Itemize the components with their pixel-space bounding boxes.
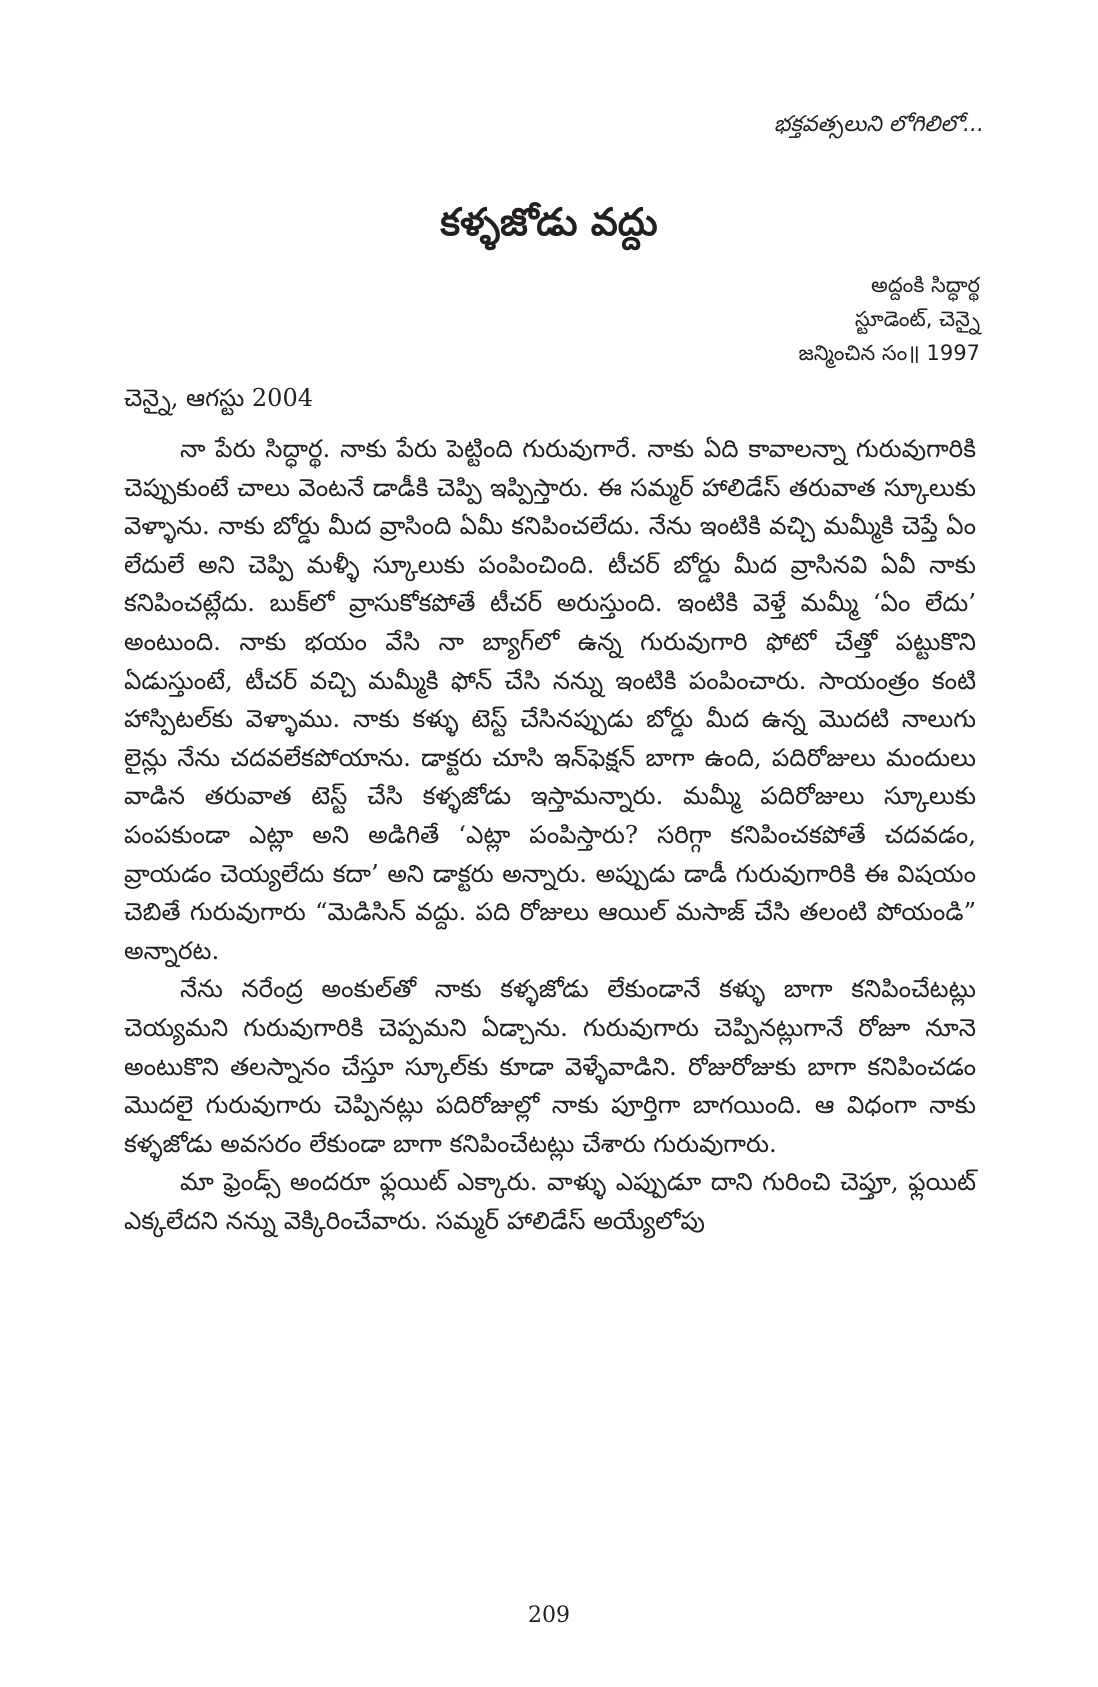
- paragraph-1: నా పేరు సిద్ధార్థ. నాకు పేరు పెట్టింది గురువుగారే. నాకు ఏది కావాలన్నా గురువుగారికి చెప్పుకుంటే చాలు వెంటనే డాడీకి చెప్పి ఇప్పిస్తారు. ఈ సమ్మర్ హాలిడేస్ తరువాత స్కూలుకు వెళ్ళాను. నాకు బోర్డు మీద వ్రాసింది ఏమీ కనిపించలేదు. నేను ఇంటికి వచ్చి మమ్మీకి చెప్తే ఏం లేదులే అని చెప్పి మళ్ళీ స్కూలుకు పంపించింది. టీచర్ బోర్డు మీద వ్రాసినవి ఏవీ నాకు కనిపించట్లేదు. బుక్‌లో వ్రాసుకోకపోతే టీచర్ అరుస్తుంది. ఇంటికి వెళ్తే మమ్మీ ‘ఏం లేదు’ అంటుంది. నాకు భయం వేసి నా బ్యాగ్‌లో ఉన్న గురువుగారి ఫోటో చేత్తో పట్టుకొని ఏడుస్తుంటే, టీచర్ వచ్చి మమ్మీకి ఫోన్ చేసి నన్ను ఇంటికి పంపించారు. సాయంత్రం కంటి హాస్పిటల్‌కు వెళ్ళాము. నాకు కళ్ళు టెస్ట్ చేసినప్పుడు బోర్డు మీద ఉన్న మొదటి నాలుగు లైన్లు నేను చదవలేకపోయాను. డాక్టరు చూసి ఇన్‌ఫెక్షన్ బాగా ఉంది, పదిరోజులు మందులు వాడిన తరువాత టెస్ట్ చేసి కళ్ళజోడు ఇస్తామన్నారు. మమ్మీ పదిరోజులు స్కూలుకు పంపకుండా ఎట్లా అని అడిగితే ‘ఎట్లా పంపిస్తారు? సరిగ్గా కనిపించకపోతే చదవడం, వ్రాయడం చెయ్యలేదు కదా’ అని డాక్టరు అన్నారు. అప్పుడు డాడీ గురువుగారికి ఈ విషయం చెబితే గురువుగారు “మెడిసిన్ వద్దు. పది రోజులు ఆయిల్ మసాజ్ చేసి తలంటి పోయండి” అన్నారట.: [124, 434, 976, 965]
- paragraph-3: మా ఫ్రెండ్స్ అందరూ ఫ్లయిట్ ఎక్కారు. వాళ్ళు ఎప్పుడూ దాని గురించి చెప్తూ, ఫ్లయిట్ ఎక్కలేదని నన్ను వెక్కిరించేవారు. సమ్మర్ హాలిడేస్ అయ్యేలోపు: [124, 1167, 976, 1235]
- page-number: 209: [528, 1603, 570, 1628]
- body-text: [124, 430, 976, 1240]
- running-header: భక్తవత్సలుని లోగిలిలో...: [773, 112, 984, 137]
- dateline: చెన్నై, ఆగస్టు 2004: [124, 384, 313, 412]
- paragraph-2: నేను నరేంద్ర అంకుల్‌తో నాకు కళ్ళజోడు లేకుండానే కళ్ళు బాగా కనిపించేటట్లు చెయ్యమని గురువుగారికి చెప్పమని ఏడ్చాను. గురువుగారు చెప్పినట్లుగానే రోజూ నూనె అంటుకొని తలస్నానం చేస్తూ స్కూల్‌కు కూడా వెళ్ళేవాడిని. రోజురోజుకు బాగా కనిపించడం మొదలై గురువుగారు చెప్పినట్లు పదిరోజుల్లో నాకు పూర్తిగా బాగయింది. ఆ విధంగా నాకు కళ్ళజోడు అవసరం లేకుండా బాగా కనిపించేటట్లు చేశారు గురువుగారు.: [124, 974, 976, 1158]
- byline: [798, 268, 980, 370]
- byline-birth-year: జన్మించిన సం॥ 1997: [798, 341, 980, 365]
- byline-role-place: స్టూడెంట్, చెన్నై: [854, 307, 980, 331]
- chapter-title: కళ్ళజోడు వద్దు: [440, 200, 658, 244]
- byline-author: అద్దంకి సిద్ధార్థ: [871, 273, 980, 297]
